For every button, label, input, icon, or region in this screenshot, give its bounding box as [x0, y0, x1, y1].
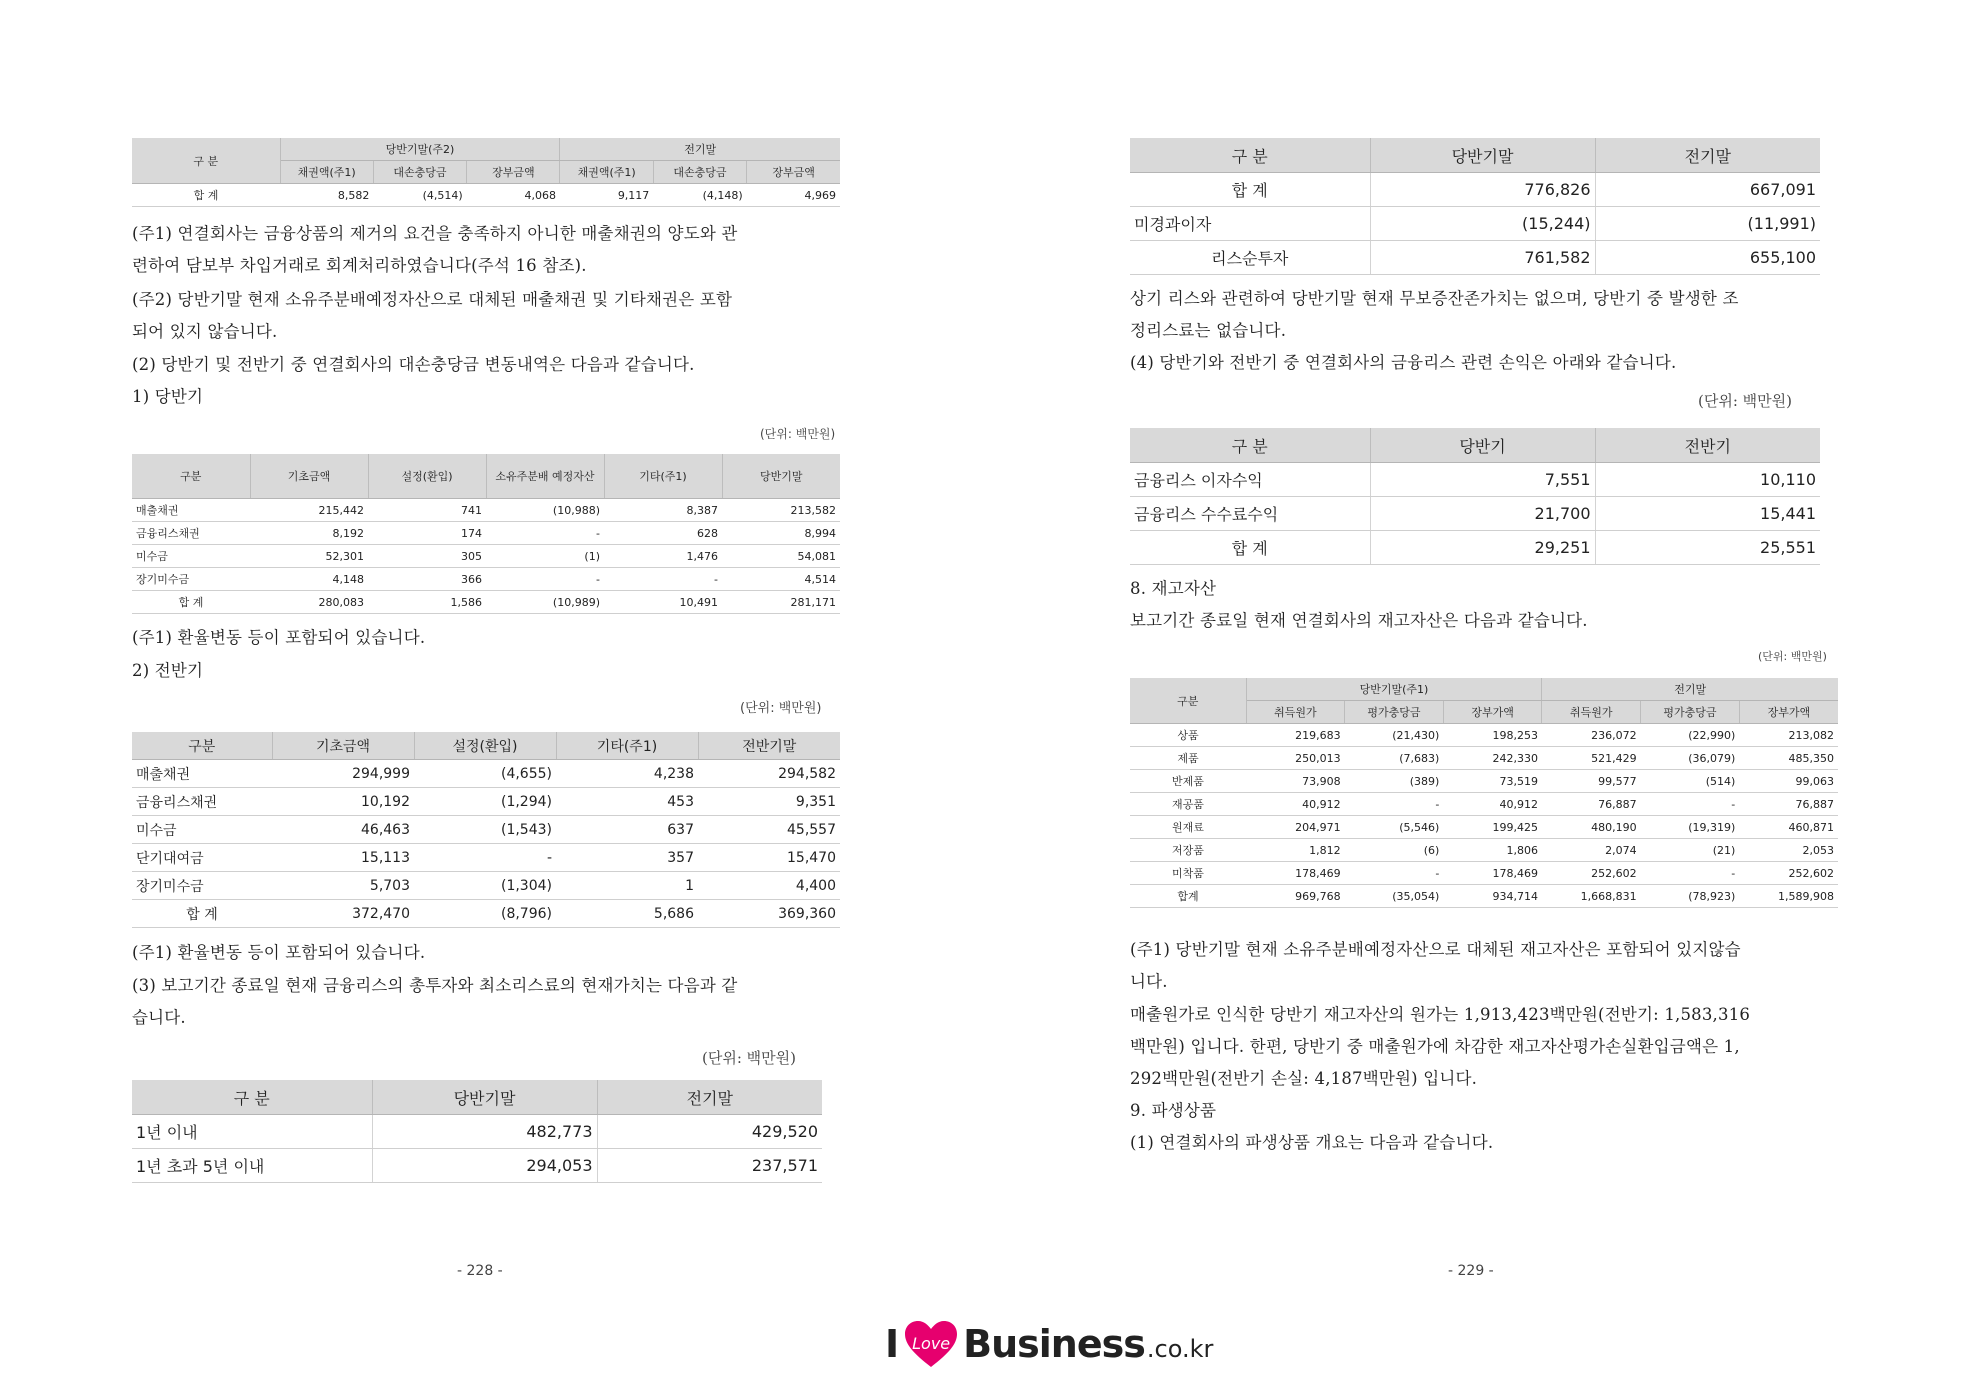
row-label: 금융리스 이자수익	[1130, 463, 1370, 497]
sub-header: 평가충당금	[1641, 701, 1740, 724]
cell: 237,571	[597, 1149, 822, 1183]
cell: (36,079)	[1641, 747, 1740, 770]
cell: -	[1345, 862, 1444, 885]
cell: 10,110	[1595, 463, 1820, 497]
cell: 357	[556, 844, 698, 872]
row-label: 합 계	[132, 900, 272, 928]
sub-header: 취득원가	[1246, 701, 1345, 724]
section-text: 백만원) 입니다. 한편, 당반기 중 매출원가에 차감한 재고자산평가손실환입금액은 1,	[1130, 1037, 1740, 1056]
cell: 252,602	[1542, 862, 1641, 885]
section-text: (3) 보고기간 종료일 현재 금융리스의 총투자와 최소리스료의 현재가치는 다음과 같	[132, 976, 738, 995]
cell: 215,442	[250, 499, 368, 522]
cell: 76,887	[1542, 793, 1641, 816]
cell: 480,190	[1542, 816, 1641, 839]
cell: 252,602	[1739, 862, 1838, 885]
col-header-current: 당반기말(주2)	[280, 138, 560, 161]
row-label: 리스순투자	[1130, 241, 1370, 275]
cell: 482,773	[372, 1115, 597, 1149]
col-header: 기초금액	[250, 454, 368, 499]
section-text: (1) 연결회사의 파생상품 개요는 다음과 같습니다.	[1130, 1133, 1494, 1152]
logo-domain-text: .co.kr	[1146, 1335, 1214, 1363]
col-header: 구분	[132, 454, 250, 499]
cell: 40,912	[1443, 793, 1542, 816]
cell: 637	[556, 816, 698, 844]
cell: 76,887	[1739, 793, 1838, 816]
table-row	[1130, 839, 1838, 862]
section-heading: 9. 파생상품	[1130, 1101, 1217, 1120]
sub-header: 채권액(주1)	[560, 161, 653, 184]
cell: 8,994	[722, 522, 840, 545]
cell: (514)	[1641, 770, 1740, 793]
row-label: 미수금	[132, 816, 272, 844]
cell: (10,989)	[486, 591, 604, 614]
cell: 655,100	[1595, 241, 1820, 275]
section-text: 정리스료는 없습니다.	[1130, 321, 1287, 340]
sub-header: 장부가액	[1739, 701, 1838, 724]
cell: 485,350	[1739, 747, 1838, 770]
cell: 761,582	[1370, 241, 1595, 275]
cell: 5,703	[272, 872, 414, 900]
cell: 5,686	[556, 900, 698, 928]
row-label: 합 계	[1130, 173, 1370, 207]
cell: -	[1641, 862, 1740, 885]
cell: (6)	[1345, 839, 1444, 862]
row-label: 1년 이내	[132, 1115, 372, 1149]
col-header: 기초금액	[272, 732, 414, 760]
col-header: 구 분	[132, 1080, 372, 1115]
cell: 9,117	[560, 184, 653, 207]
cell: 236,072	[1542, 724, 1641, 747]
cell: 934,714	[1443, 885, 1542, 908]
col-header: 구 분	[1130, 138, 1370, 173]
cell: 46,463	[272, 816, 414, 844]
cell: (15,244)	[1370, 207, 1595, 241]
logo-heart-text: Love	[912, 1334, 951, 1353]
table-row-total	[132, 900, 840, 928]
table-row	[1130, 241, 1820, 275]
receivables-transfer-table	[132, 138, 840, 207]
cell: (10,988)	[486, 499, 604, 522]
cell: 294,999	[272, 760, 414, 788]
row-label: 저장품	[1130, 839, 1246, 862]
cell: 1,589,908	[1739, 885, 1838, 908]
cell: 15,113	[272, 844, 414, 872]
section-text: 습니다.	[132, 1008, 186, 1027]
table-row-total	[1130, 885, 1838, 908]
row-label: 미경과이자	[1130, 207, 1370, 241]
row-label: 합계	[1130, 885, 1246, 908]
col-header: 소유주분배 예정자산	[486, 454, 604, 499]
table-row	[1130, 207, 1820, 241]
cell: 99,577	[1542, 770, 1641, 793]
sub-header: 장부금액	[467, 161, 560, 184]
cell: (4,655)	[414, 760, 556, 788]
cell: 460,871	[1739, 816, 1838, 839]
col-header: 전반기	[1595, 428, 1820, 463]
cell: (22,990)	[1641, 724, 1740, 747]
row-label: 금융리스 수수료수익	[1130, 497, 1370, 531]
cell: 667,091	[1595, 173, 1820, 207]
cell: 213,582	[722, 499, 840, 522]
cell: 4,400	[698, 872, 840, 900]
cell: 174	[368, 522, 486, 545]
row-label: 매출채권	[132, 760, 272, 788]
subsection-heading: 1) 당반기	[132, 387, 204, 406]
table-row-total	[1130, 173, 1820, 207]
section-heading: 8. 재고자산	[1130, 579, 1217, 598]
cell: (1,543)	[414, 816, 556, 844]
row-label: 상품	[1130, 724, 1246, 747]
cell: 8,192	[250, 522, 368, 545]
unit-label: (단위: 백만원)	[702, 1049, 796, 1067]
row-label: 합 계	[1130, 531, 1370, 565]
cell: 521,429	[1542, 747, 1641, 770]
cell: 9,351	[698, 788, 840, 816]
subsection-heading: 2) 전반기	[132, 661, 204, 680]
row-label: 단기대여금	[132, 844, 272, 872]
table-row	[132, 872, 840, 900]
lease-income-table	[1130, 428, 1820, 565]
section-text: (2) 당반기 및 전반기 중 연결회사의 대손충당금 변동내역은 다음과 같습니다.	[132, 355, 695, 374]
cell: 294,582	[698, 760, 840, 788]
cell: (7,683)	[1345, 747, 1444, 770]
cell: 628	[604, 522, 722, 545]
unit-label: (단위: 백만원)	[760, 427, 836, 441]
unit-label: (단위: 백만원)	[1698, 392, 1792, 410]
cell: 969,768	[1246, 885, 1345, 908]
cell: 372,470	[272, 900, 414, 928]
cell: 7,551	[1370, 463, 1595, 497]
row-label: 금융리스채권	[132, 522, 250, 545]
cell: 45,557	[698, 816, 840, 844]
ilovebusiness-logo[interactable]	[885, 1318, 1213, 1370]
row-label: 1년 초과 5년 이내	[132, 1149, 372, 1183]
footnote-text: (주1) 환율변동 등이 포함되어 있습니다.	[132, 628, 426, 647]
cell: 73,519	[1443, 770, 1542, 793]
table-row	[1130, 793, 1838, 816]
cell: 73,908	[1246, 770, 1345, 793]
cell: 10,491	[604, 591, 722, 614]
cell: 2,074	[1542, 839, 1641, 862]
col-header-gubun: 구분	[1130, 678, 1246, 724]
cell: 369,360	[698, 900, 840, 928]
cell: (21)	[1641, 839, 1740, 862]
col-header: 당반기말	[1370, 138, 1595, 173]
footnote-text: (주1) 연결회사는 금융상품의 제거의 요건을 충족하지 아니한 매출채권의 양도와 관	[132, 224, 738, 243]
sub-header: 대손충당금	[653, 161, 746, 184]
cell: (35,054)	[1345, 885, 1444, 908]
heart-icon	[903, 1319, 959, 1369]
cell: (389)	[1345, 770, 1444, 793]
section-text: 보고기간 종료일 현재 연결회사의 재고자산은 다음과 같습니다.	[1130, 611, 1588, 630]
table-row	[132, 816, 840, 844]
table-row-total	[1130, 531, 1820, 565]
table-row	[1130, 747, 1838, 770]
cell: -	[486, 568, 604, 591]
footnote-text: 되어 있지 않습니다.	[132, 322, 278, 341]
row-label: 매출채권	[132, 499, 250, 522]
inventory-table	[1130, 678, 1838, 908]
cell: 250,013	[1246, 747, 1345, 770]
cell: 213,082	[1739, 724, 1838, 747]
table-row	[1130, 463, 1820, 497]
cell: (1,304)	[414, 872, 556, 900]
sub-header: 평가충당금	[1345, 701, 1444, 724]
cell: 4,969	[747, 184, 840, 207]
section-text: 매출원가로 인식한 당반기 재고자산의 원가는 1,913,423백만원(전반기: 1,583,316	[1130, 1005, 1751, 1024]
cell: 4,514	[722, 568, 840, 591]
row-label: 제품	[1130, 747, 1246, 770]
cell: 281,171	[722, 591, 840, 614]
cell: 219,683	[1246, 724, 1345, 747]
cell: 1,812	[1246, 839, 1345, 862]
table-row	[132, 184, 840, 207]
cell: 366	[368, 568, 486, 591]
cell: 4,238	[556, 760, 698, 788]
cell: -	[414, 844, 556, 872]
cell: (78,923)	[1641, 885, 1740, 908]
cell: 52,301	[250, 545, 368, 568]
footnote-text: 련하여 담보부 차입거래로 회계처리하였습니다(주석 16 참조).	[132, 256, 587, 275]
table-row	[1130, 816, 1838, 839]
table-row	[132, 1149, 822, 1183]
col-header-prior: 전기말	[1542, 678, 1838, 701]
table-row	[132, 522, 840, 545]
sub-header: 장부금액	[747, 161, 840, 184]
row-label: 원재료	[1130, 816, 1246, 839]
col-header: 당반기말	[372, 1080, 597, 1115]
row-label: 장기미수금	[132, 568, 250, 591]
cell: 178,469	[1443, 862, 1542, 885]
footnote-text: 니다.	[1130, 972, 1168, 991]
cell: (4,514)	[373, 184, 466, 207]
col-header: 구 분	[1130, 428, 1370, 463]
table-row	[132, 760, 840, 788]
table-row	[1130, 497, 1820, 531]
cell: 280,083	[250, 591, 368, 614]
cell: 40,912	[1246, 793, 1345, 816]
cell: 1,586	[368, 591, 486, 614]
cell: 99,063	[1739, 770, 1838, 793]
allowance-prior-table	[132, 732, 840, 928]
cell: (5,546)	[1345, 816, 1444, 839]
col-header: 설정(환입)	[368, 454, 486, 499]
col-header: 전기말	[1595, 138, 1820, 173]
footnote-text: (주2) 당반기말 현재 소유주분배예정자산으로 대체된 매출채권 및 기타채권은 포함	[132, 290, 733, 309]
table-row-total	[132, 591, 840, 614]
section-text: (4) 당반기와 전반기 중 연결회사의 금융리스 관련 손익은 아래와 같습니다.	[1130, 353, 1677, 372]
page-number: - 229 -	[1448, 1263, 1494, 1279]
cell: -	[1641, 793, 1740, 816]
cell: 10,192	[272, 788, 414, 816]
table-row	[132, 1115, 822, 1149]
cell: 178,469	[1246, 862, 1345, 885]
col-header: 기타(주1)	[604, 454, 722, 499]
col-header: 당반기	[1370, 428, 1595, 463]
col-header: 기타(주1)	[556, 732, 698, 760]
table-row	[1130, 724, 1838, 747]
cell: 1,476	[604, 545, 722, 568]
row-label: 합 계	[132, 591, 250, 614]
cell: 25,551	[1595, 531, 1820, 565]
table-row	[132, 499, 840, 522]
row-label: 미수금	[132, 545, 250, 568]
row-label: 금융리스채권	[132, 788, 272, 816]
cell: (4,148)	[653, 184, 746, 207]
row-label: 재공품	[1130, 793, 1246, 816]
cell: 4,068	[467, 184, 560, 207]
allowance-current-table	[132, 454, 840, 614]
col-header: 전반기말	[698, 732, 840, 760]
row-label: 장기미수금	[132, 872, 272, 900]
row-label: 미착품	[1130, 862, 1246, 885]
sub-header: 취득원가	[1542, 701, 1641, 724]
cell: -	[486, 522, 604, 545]
cell: 741	[368, 499, 486, 522]
cell: 1,668,831	[1542, 885, 1641, 908]
cell: 429,520	[597, 1115, 822, 1149]
sub-header: 채권액(주1)	[280, 161, 373, 184]
col-header: 당반기말	[722, 454, 840, 499]
cell: 15,441	[1595, 497, 1820, 531]
cell: (11,991)	[1595, 207, 1820, 241]
row-label: 반제품	[1130, 770, 1246, 793]
col-header-current: 당반기말(주1)	[1246, 678, 1542, 701]
cell: 21,700	[1370, 497, 1595, 531]
lease-maturity-table	[132, 1080, 822, 1183]
page-number: - 228 -	[457, 1263, 503, 1279]
cell: -	[604, 568, 722, 591]
cell: 198,253	[1443, 724, 1542, 747]
cell: 1,806	[1443, 839, 1542, 862]
logo-letter-i: I	[885, 1322, 900, 1366]
cell: (1,294)	[414, 788, 556, 816]
logo-business-text: Business	[963, 1322, 1145, 1366]
footnote-text: (주1) 당반기말 현재 소유주분배예정자산으로 대체된 재고자산은 포함되어 있지않습	[1130, 940, 1741, 959]
table-row	[1130, 862, 1838, 885]
cell: 2,053	[1739, 839, 1838, 862]
row-label: 합 계	[132, 184, 280, 207]
section-text: 292백만원(전반기 손실: 4,187백만원) 입니다.	[1130, 1069, 1478, 1088]
col-header-prior: 전기말	[560, 138, 840, 161]
cell: 199,425	[1443, 816, 1542, 839]
cell: 15,470	[698, 844, 840, 872]
cell: 776,826	[1370, 173, 1595, 207]
cell: (21,430)	[1345, 724, 1444, 747]
cell: 453	[556, 788, 698, 816]
unit-label: (단위: 백만원)	[1758, 650, 1827, 663]
cell: 8,387	[604, 499, 722, 522]
cell: (19,319)	[1641, 816, 1740, 839]
cell: 305	[368, 545, 486, 568]
table-row	[1130, 770, 1838, 793]
table-row	[132, 788, 840, 816]
table-row	[132, 568, 840, 591]
col-header-gubun: 구 분	[132, 138, 280, 184]
table-row	[132, 844, 840, 872]
cell: (8,796)	[414, 900, 556, 928]
col-header: 구분	[132, 732, 272, 760]
cell: -	[1345, 793, 1444, 816]
col-header: 전기말	[597, 1080, 822, 1115]
unit-label: (단위: 백만원)	[740, 701, 822, 716]
cell: 242,330	[1443, 747, 1542, 770]
cell: 29,251	[1370, 531, 1595, 565]
sub-header: 장부가액	[1443, 701, 1542, 724]
footnote-text: (주1) 환율변동 등이 포함되어 있습니다.	[132, 943, 426, 962]
cell: 204,971	[1246, 816, 1345, 839]
cell: 8,582	[280, 184, 373, 207]
cell: 1	[556, 872, 698, 900]
sub-header: 대손충당금	[373, 161, 466, 184]
section-text: 상기 리스와 관련하여 당반기말 현재 무보증잔존가치는 없으며, 당반기 중 발생한 조	[1130, 289, 1739, 308]
cell: 4,148	[250, 568, 368, 591]
cell: (1)	[486, 545, 604, 568]
cell: 54,081	[722, 545, 840, 568]
col-header: 설정(환입)	[414, 732, 556, 760]
table-row	[132, 545, 840, 568]
cell: 294,053	[372, 1149, 597, 1183]
lease-net-investment-table	[1130, 138, 1820, 275]
